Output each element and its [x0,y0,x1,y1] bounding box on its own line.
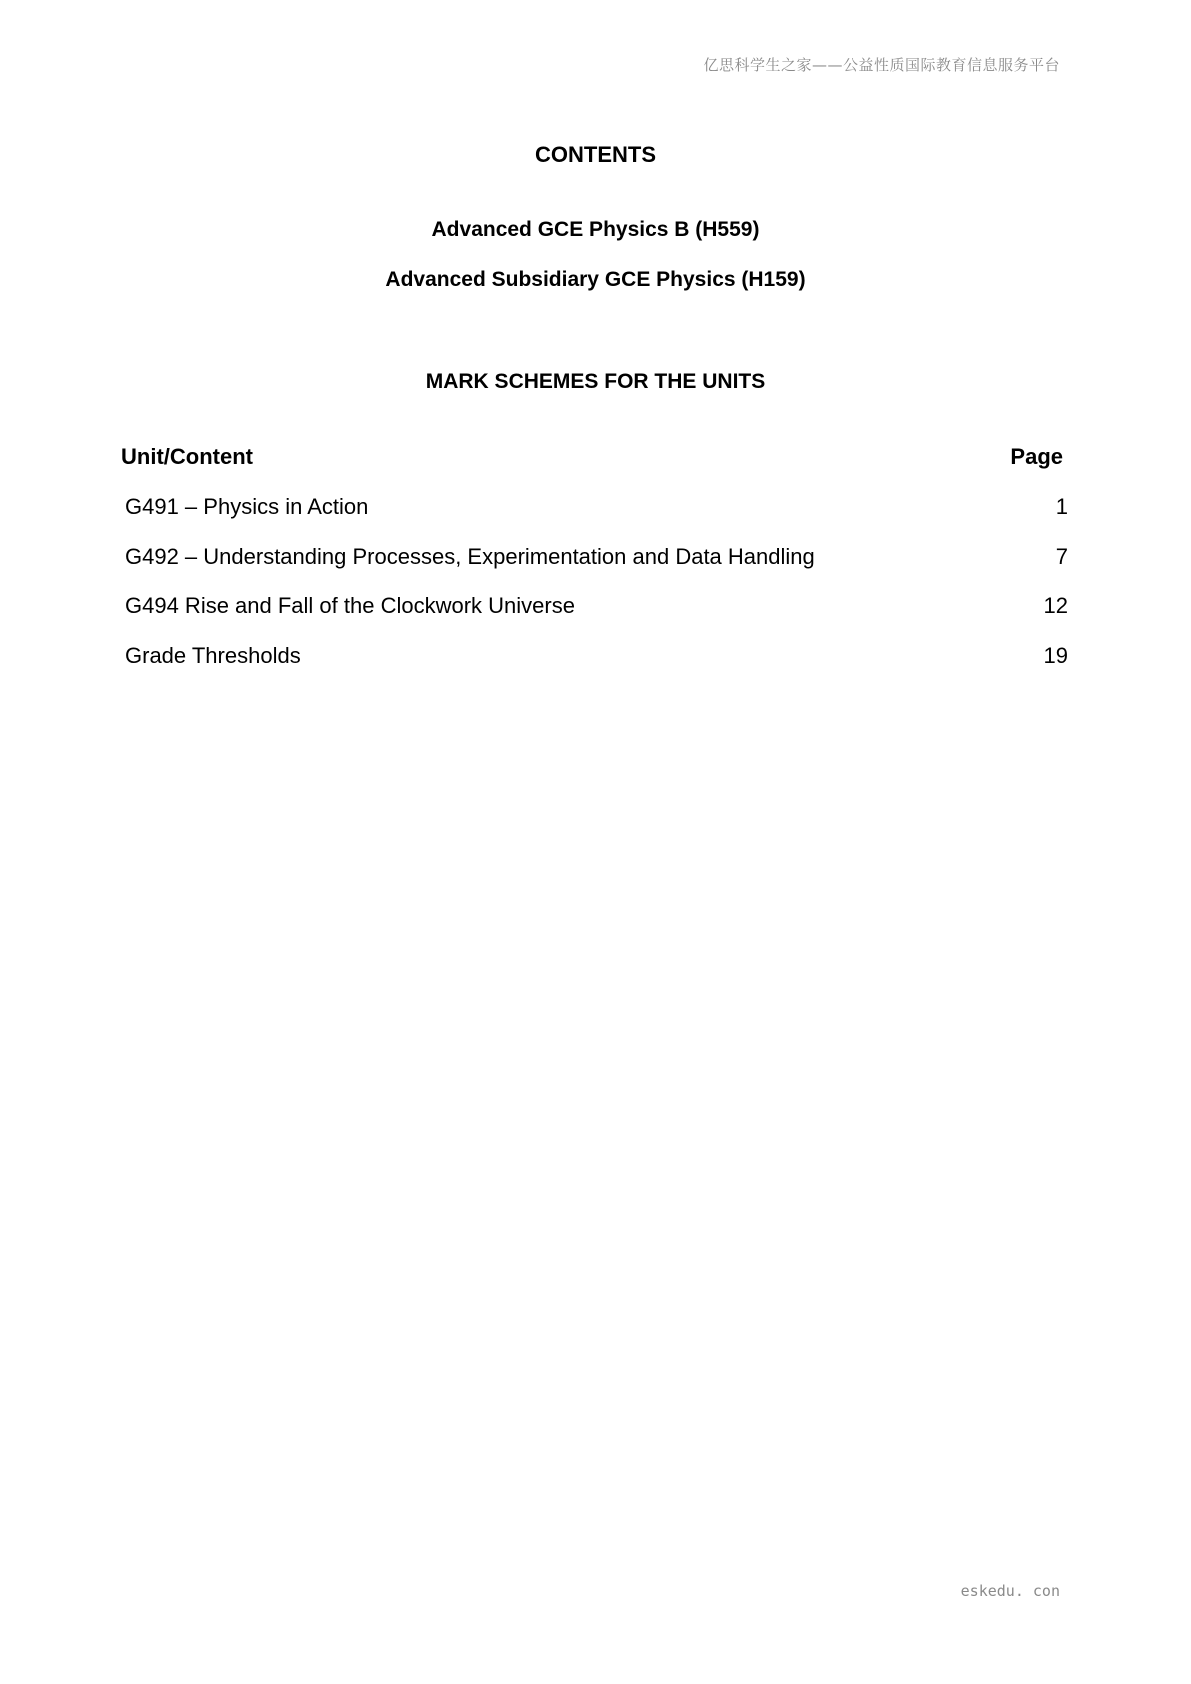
toc-row-label: G494 Rise and Fall of the Clockwork Universe [125,593,575,618]
toc-row [121,593,1068,643]
toc-row [121,544,1068,594]
toc-row-label: Grade Thresholds [125,642,301,668]
header-watermark: 亿思科学生之家——公益性质国际教育信息服务平台 [703,56,1060,74]
table-of-contents [121,444,1068,692]
toc-row-page: 19 [1043,642,1068,668]
toc-header [121,444,1068,494]
toc-row [121,643,1068,693]
toc-row [121,494,1068,544]
qualification-as-level: Advanced Subsidiary GCE Physics (H159) [385,268,806,291]
toc-row-page: 7 [1055,543,1068,569]
footer-watermark: eskedu. con [960,1582,1060,1600]
toc-unit-column-header: Unit/Content [121,444,253,469]
toc-row-label: G492 – Understanding Processes, Experimentation and Data Handling [125,543,815,569]
toc-row-label: G491 – Physics in Action [125,494,369,519]
toc-row-page: 12 [1043,593,1068,618]
toc-page-column-header: Page [1010,444,1063,469]
page-title: CONTENTS [535,142,656,167]
qualification-a-level: Advanced GCE Physics B (H559) [431,218,760,241]
toc-row-page: 1 [1055,494,1068,519]
section-title: MARK SCHEMES FOR THE UNITS [425,370,766,393]
